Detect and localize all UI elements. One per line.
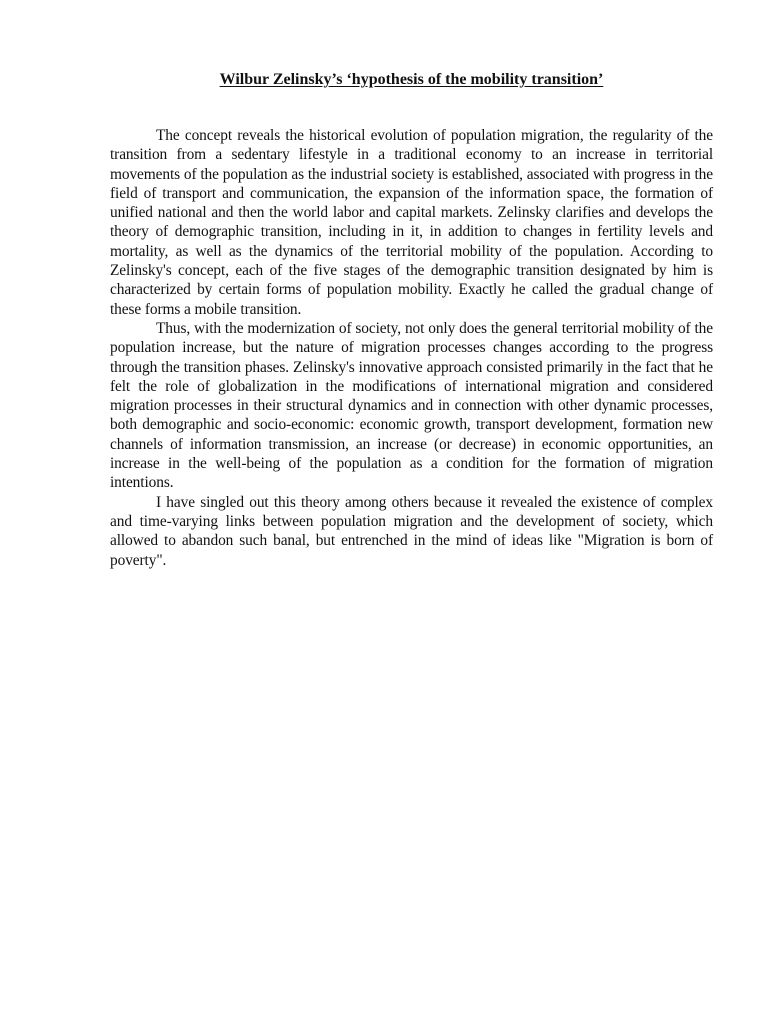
paragraph: Thus, with the modernization of society, not only does the general territorial mobility of the population increase, but the nature of migration processes changes according to the progress through the transition phases. Zelinsky's innovative approach consisted primarily in the fact that he felt the role of globalization in the modifications of international migration and considered migration processes in their structural dynamics and in connection with other dynamic processes, both demographic and socio-economic: economic growth, transport development, formation new channels of information transmission, an increase (or decrease) in economic opportunities, an increase in the well-being of the population as a condition for the formation of migration intentions. [110, 319, 713, 492]
document-body [110, 126, 713, 570]
paragraph: The concept reveals the historical evolution of population migration, the regularity of the transition from a sedentary lifestyle in a traditional economy to an increase in territorial movements of the population as the industrial society is established, associated with progress in the field of transport and communication, the expansion of the information space, the formation of unified national and then the world labor and capital markets. Zelinsky clarifies and develops the theory of demographic transition, including in it, in addition to changes in fertility levels and mortality, as well as the dynamics of the territorial mobility of the population. According to Zelinsky's concept, each of the five stages of the demographic transition designated by him is characterized by certain forms of population mobility. Exactly he called the gradual change of these forms a mobile transition. [110, 127, 713, 318]
page-title: Wilbur Zelinsky’s ‘hypothesis of the mobility transition’ [219, 71, 604, 88]
paragraph: I have singled out this theory among others because it revealed the existence of complex and time-varying links between population migration and the development of society, which allowed to abandon such banal, but entrenched in the mind of ideas like "Migration is born of poverty". [110, 493, 713, 569]
